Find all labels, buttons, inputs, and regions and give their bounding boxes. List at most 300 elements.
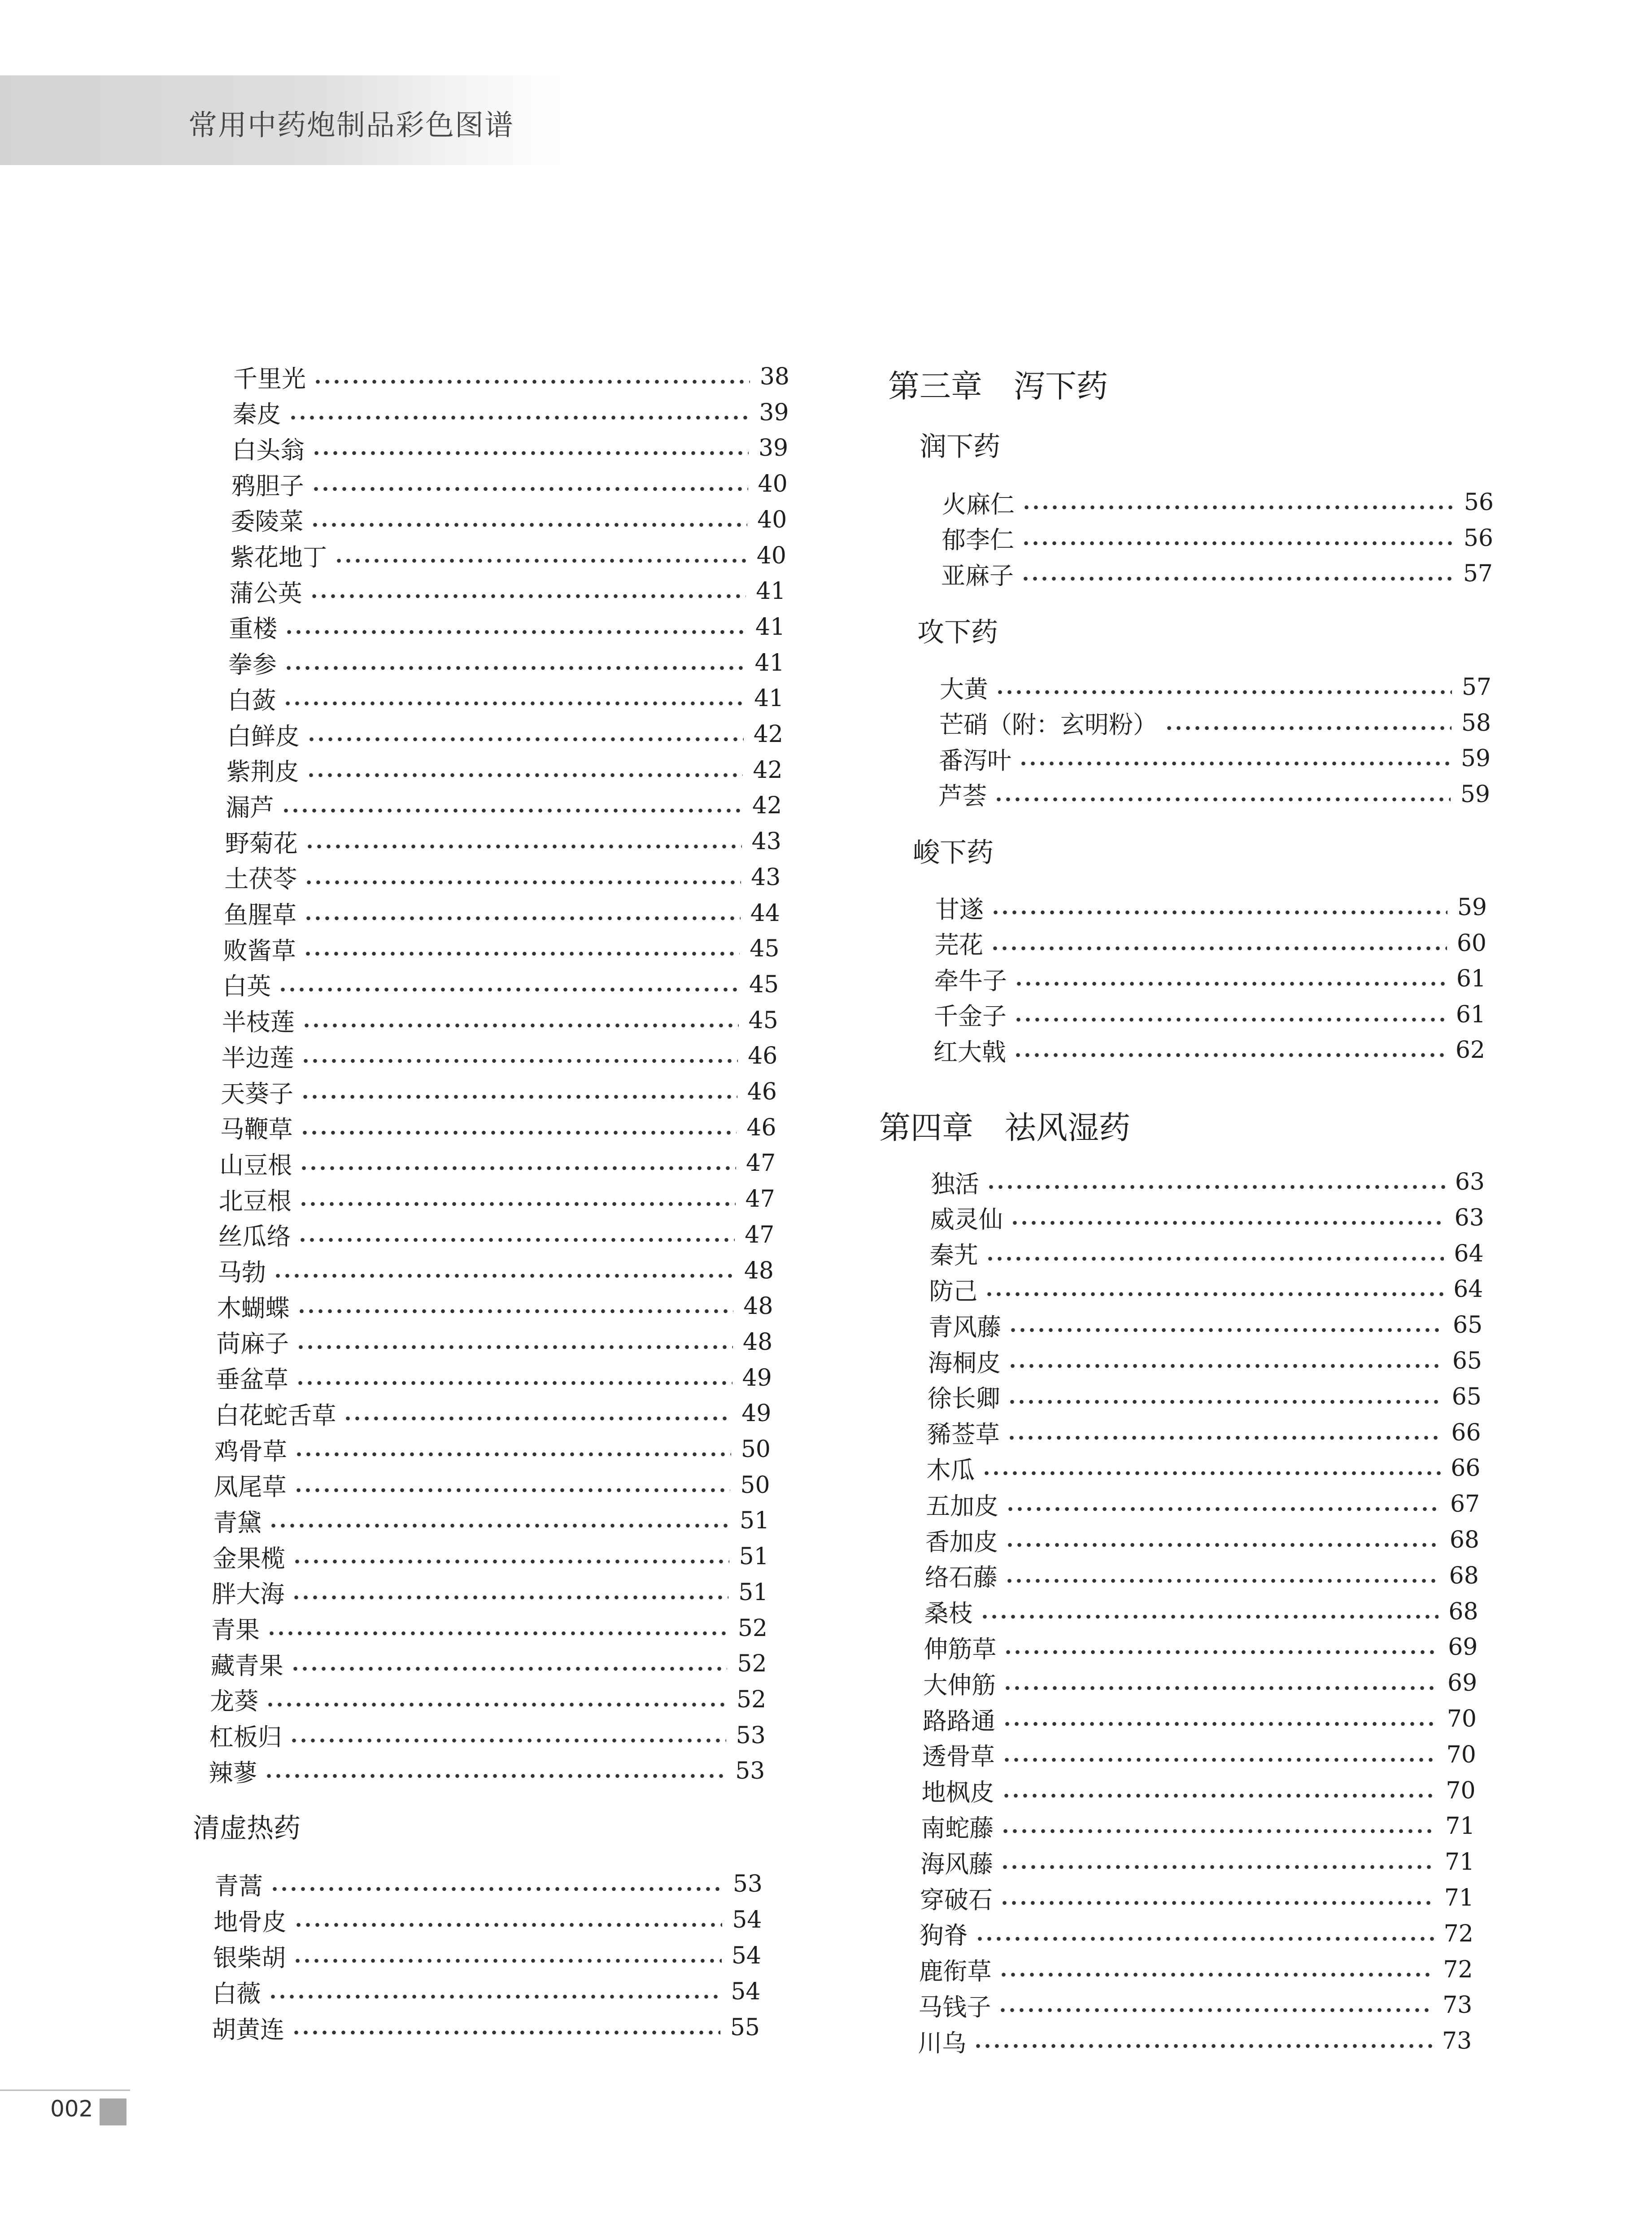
dot-leader <box>1008 1327 1443 1333</box>
dot-leader <box>264 1773 725 1779</box>
dot-leader <box>296 1380 732 1386</box>
toc-entry-name: 芒硝（附：玄明粉） <box>939 711 1157 739</box>
dot-leader <box>1003 1721 1437 1727</box>
toc-entry[interactable] <box>218 1253 774 1289</box>
dot-leader <box>299 1201 736 1207</box>
toc-entry-page: 67 <box>1450 1491 1480 1518</box>
toc-entry[interactable] <box>215 1396 771 1431</box>
toc-entry-name: 亚麻子 <box>941 561 1014 590</box>
toc-entry-name: 海桐皮 <box>928 1348 1001 1377</box>
dot-leader <box>985 1256 1444 1261</box>
toc-entry[interactable] <box>227 716 783 752</box>
dot-leader <box>334 558 747 563</box>
toc-entry-name: 威灵仙 <box>930 1205 1003 1234</box>
toc-entry-name: 狗脊 <box>919 1921 968 1950</box>
dot-leader <box>994 797 1451 802</box>
toc-entry[interactable] <box>921 1808 1475 1844</box>
toc-entry-name: 白头翁 <box>232 436 305 464</box>
dot-leader <box>305 844 742 849</box>
dot-leader <box>1164 725 1451 731</box>
toc-entry-page: 41 <box>756 578 786 605</box>
toc-entry-page: 52 <box>737 1650 767 1678</box>
dot-leader <box>294 1452 731 1457</box>
chapter-heading <box>879 1103 1130 1148</box>
dot-leader <box>1014 981 1447 986</box>
toc-entry-name: 络石藤 <box>924 1563 998 1592</box>
dot-leader <box>284 629 745 635</box>
toc-entry-name: 北豆根 <box>218 1187 292 1215</box>
dot-leader <box>299 1165 736 1171</box>
toc-entry[interactable] <box>925 1522 1479 1558</box>
toc-entry[interactable] <box>224 895 780 931</box>
toc-entry[interactable] <box>214 1467 770 1503</box>
toc-entry[interactable] <box>213 1938 761 1974</box>
dot-leader <box>294 1922 723 1928</box>
toc-entry[interactable] <box>923 1665 1477 1701</box>
dot-leader <box>267 1631 728 1636</box>
toc-entry-page: 41 <box>754 685 784 712</box>
toc-entry[interactable] <box>939 705 1491 741</box>
toc-entry-name: 马钱子 <box>918 1993 991 2021</box>
toc-entry-page: 49 <box>741 1400 772 1427</box>
toc-entry-name: 路路通 <box>923 1706 995 1735</box>
dot-leader <box>311 486 748 492</box>
toc-entry-name: 金果榄 <box>212 1544 285 1573</box>
toc-entry-name: 火麻仁 <box>942 490 1015 519</box>
toc-entry-name: 地枫皮 <box>921 1778 994 1807</box>
toc-entry-name: 千里光 <box>233 364 306 393</box>
dot-leader <box>975 1936 1434 1941</box>
chapter-heading <box>888 361 1108 406</box>
toc-entry-name: 郁李仁 <box>942 526 1014 554</box>
toc-entry-name: 甘遂 <box>935 895 984 924</box>
toc-entry[interactable] <box>941 556 1493 592</box>
toc-entry-page: 54 <box>732 1907 762 1933</box>
toc-entry-name: 半边莲 <box>221 1043 294 1072</box>
toc-entry-page: 42 <box>753 721 783 748</box>
dot-leader <box>273 1273 734 1278</box>
toc-entry[interactable] <box>231 502 787 538</box>
toc-entry[interactable] <box>940 669 1491 705</box>
toc-entry-page: 65 <box>1453 1312 1483 1339</box>
toc-entry-page: 63 <box>1454 1204 1484 1231</box>
toc-entry-name: 紫花地丁 <box>230 543 327 572</box>
toc-entry[interactable] <box>922 1773 1476 1809</box>
toc-entry[interactable] <box>919 1952 1473 1988</box>
toc-entry[interactable] <box>226 788 782 824</box>
toc-entry[interactable] <box>230 538 786 574</box>
toc-entry-name: 红大戟 <box>933 1038 1006 1066</box>
toc-entry[interactable] <box>231 466 788 502</box>
toc-entry[interactable] <box>219 1145 776 1181</box>
toc-entry[interactable] <box>211 1610 767 1646</box>
toc-entry[interactable] <box>230 573 786 609</box>
toc-entry[interactable] <box>216 1324 772 1360</box>
running-header-title: 常用中药炮制品彩色图谱 <box>188 109 514 142</box>
toc-entry-name: 土茯苓 <box>224 865 297 894</box>
toc-entry[interactable] <box>935 925 1486 961</box>
toc-entry-name: 木蝴蝶 <box>217 1294 290 1322</box>
section-heading-qingxure: 清虚热药 <box>193 1813 301 1844</box>
dot-leader <box>995 689 1452 695</box>
toc-entry[interactable] <box>930 1236 1484 1272</box>
dot-leader <box>990 946 1447 951</box>
toc-entry-name: 紫荆皮 <box>226 758 299 786</box>
toc-entry-page: 71 <box>1445 1849 1475 1876</box>
dot-leader <box>312 450 749 456</box>
dot-leader <box>278 987 739 992</box>
toc-entry[interactable] <box>218 1217 774 1253</box>
toc-entry-page: 39 <box>759 399 789 426</box>
toc-entry-page: 65 <box>1452 1348 1482 1374</box>
toc-entry[interactable] <box>210 1682 766 1718</box>
toc-entry-page: 61 <box>1456 965 1486 992</box>
dot-leader <box>1005 1542 1440 1548</box>
dot-leader <box>270 1886 723 1892</box>
dot-leader <box>986 1184 1445 1190</box>
dot-leader <box>1003 1649 1438 1655</box>
toc-entry-page: 39 <box>758 435 789 462</box>
toc-entry[interactable] <box>938 777 1490 812</box>
toc-entry[interactable] <box>924 1594 1478 1630</box>
toc-entry-page: 51 <box>738 1579 768 1606</box>
toc-entry-page: 46 <box>748 1043 778 1070</box>
toc-entry-page: 53 <box>732 1871 763 1898</box>
toc-entry[interactable] <box>224 859 780 895</box>
toc-entry[interactable] <box>213 1539 769 1575</box>
dot-leader <box>1001 1828 1435 1834</box>
toc-entry[interactable] <box>925 1558 1479 1594</box>
toc-entry-name: 苘麻子 <box>216 1330 289 1358</box>
toc-entry-page: 50 <box>741 1436 771 1463</box>
toc-entry-name: 青风藤 <box>928 1313 1002 1341</box>
toc-entry-name: 蒲公英 <box>229 579 302 607</box>
toc-entry-page: 41 <box>754 649 785 676</box>
toc-entry-page: 38 <box>759 363 789 390</box>
toc-entry[interactable] <box>212 2010 760 2046</box>
toc-entry-page: 45 <box>748 1007 778 1034</box>
toc-entry-name: 芫花 <box>935 931 983 959</box>
toc-entry-name: 番泻叶 <box>939 746 1011 775</box>
toc-entry-name: 天葵子 <box>221 1079 293 1108</box>
dot-leader <box>980 1614 1439 1619</box>
dot-leader <box>982 1470 1441 1476</box>
toc-entry-page: 44 <box>750 899 780 927</box>
toc-entry-page: 51 <box>739 1543 769 1571</box>
section-heading: 润下药 <box>920 431 1000 462</box>
toc-entry-page: 71 <box>1444 1885 1474 1911</box>
toc-entry-name: 白鲜皮 <box>227 722 300 750</box>
toc-entry[interactable] <box>214 1866 763 1902</box>
toc-entry[interactable] <box>918 1987 1472 2023</box>
toc-entry-page: 68 <box>1449 1527 1479 1553</box>
toc-entry[interactable] <box>934 997 1486 1033</box>
toc-entry-name: 防己 <box>929 1277 978 1305</box>
dot-leader <box>283 701 744 706</box>
toc-entry[interactable] <box>918 2023 1472 2059</box>
toc-entry-name: 五加皮 <box>926 1492 999 1520</box>
toc-entry[interactable] <box>930 1200 1484 1236</box>
dot-leader <box>281 808 742 813</box>
toc-entry-page: 69 <box>1448 1634 1478 1661</box>
toc-entry-page: 45 <box>749 971 779 998</box>
toc-entry[interactable] <box>920 1916 1473 1952</box>
toc-entry-page: 73 <box>1442 2028 1472 2055</box>
dot-leader <box>973 2043 1432 2049</box>
toc-entry[interactable] <box>209 1753 765 1789</box>
toc-entry-name: 南蛇藤 <box>921 1814 994 1842</box>
dot-leader <box>266 1702 727 1707</box>
dot-leader <box>1002 1757 1437 1763</box>
toc-entry-page: 43 <box>751 828 781 855</box>
toc-entry-name: 青黛 <box>213 1508 262 1537</box>
toc-entry[interactable] <box>222 1003 778 1038</box>
toc-entry[interactable] <box>939 741 1491 777</box>
toc-entry-name: 拳参 <box>228 650 277 679</box>
toc-entry-name: 木瓜 <box>926 1456 975 1484</box>
dot-leader <box>268 1994 721 1999</box>
section-heading: 攻下药 <box>917 617 998 648</box>
toc-entry-page: 68 <box>1448 1598 1478 1625</box>
toc-entry-name: 山豆根 <box>219 1151 292 1179</box>
toc-entry[interactable] <box>219 1181 775 1217</box>
toc-entry-name: 伸筋草 <box>924 1635 997 1663</box>
toc-entry-name: 青蒿 <box>214 1872 263 1900</box>
toc-entry-name: 马鞭草 <box>220 1115 293 1144</box>
toc-entry-page: 42 <box>753 756 783 784</box>
toc-entry[interactable] <box>920 1844 1474 1880</box>
dot-leader <box>301 1094 737 1099</box>
toc-entry[interactable] <box>221 1038 777 1074</box>
dot-leader <box>1005 1578 1439 1584</box>
toc-entry[interactable] <box>928 1307 1482 1343</box>
toc-entry[interactable] <box>209 1718 766 1754</box>
toc-entry-name: 杠板归 <box>209 1723 282 1752</box>
toc-entry[interactable] <box>232 430 788 466</box>
toc-entry[interactable] <box>933 1032 1485 1068</box>
toc-entry[interactable] <box>216 1360 772 1396</box>
toc-entry-name: 垂盆草 <box>215 1366 288 1394</box>
dot-leader <box>310 522 747 528</box>
toc-entry-page: 73 <box>1443 1992 1473 2019</box>
toc-entry-name: 鹿衔草 <box>919 1957 992 1986</box>
toc-entry[interactable] <box>225 824 781 859</box>
toc-entry-page: 56 <box>1463 524 1493 552</box>
toc-entry-name: 白英 <box>222 972 271 1001</box>
toc-entry[interactable] <box>928 1379 1482 1415</box>
toc-entry-name: 鸦胆子 <box>231 471 304 500</box>
chapter-label: 第四章 <box>879 1109 973 1146</box>
chapter-title: 泻下药 <box>1014 368 1108 405</box>
toc-entry-name: 透骨草 <box>922 1742 995 1771</box>
toc-entry[interactable] <box>213 1503 769 1539</box>
toc-entry[interactable] <box>942 484 1494 520</box>
page-number: 002 <box>50 2096 93 2122</box>
page-footer <box>0 2090 135 2130</box>
dot-leader <box>313 379 750 384</box>
toc-entry-page: 40 <box>757 506 787 533</box>
dot-leader <box>998 2007 1433 2013</box>
chapter-title: 祛风湿药 <box>1005 1109 1130 1146</box>
toc-entry[interactable] <box>233 359 789 395</box>
toc-entry-name: 鱼腥草 <box>224 901 296 929</box>
dot-leader <box>999 1972 1434 1977</box>
dot-leader <box>1021 541 1454 546</box>
toc-entry-name: 败酱草 <box>223 936 296 965</box>
dot-leader <box>1000 1864 1435 1870</box>
toc-entry-page: 47 <box>746 1150 776 1177</box>
toc-entry-page: 49 <box>742 1364 772 1392</box>
toc-entry[interactable] <box>927 1415 1481 1451</box>
dot-leader <box>289 1738 726 1743</box>
toc-entry[interactable] <box>227 752 783 788</box>
toc-entry-name: 凤尾草 <box>214 1473 287 1501</box>
toc-entry-page: 53 <box>735 1758 765 1785</box>
toc-entry[interactable] <box>221 1074 777 1110</box>
toc-entry[interactable] <box>926 1486 1480 1522</box>
toc-entry[interactable] <box>934 961 1486 997</box>
toc-entry[interactable] <box>922 1737 1476 1773</box>
dot-leader <box>1007 1435 1442 1440</box>
toc-entry[interactable] <box>926 1450 1480 1486</box>
toc-entry-name: 香加皮 <box>925 1527 998 1556</box>
toc-entry[interactable] <box>929 1271 1483 1307</box>
toc-entry[interactable] <box>213 1974 761 2010</box>
toc-entry[interactable] <box>924 1629 1478 1665</box>
toc-entry[interactable] <box>233 395 789 431</box>
dot-leader <box>291 1666 728 1671</box>
dot-leader <box>300 1130 737 1135</box>
dot-leader <box>294 1488 731 1493</box>
toc-entry-name: 独活 <box>931 1169 979 1198</box>
toc-entry-name: 委陵菜 <box>231 507 304 536</box>
toc-entry[interactable] <box>923 1701 1477 1737</box>
toc-entry-page: 66 <box>1451 1419 1481 1446</box>
toc-entry[interactable] <box>928 1343 1482 1379</box>
toc-entry-page: 72 <box>1443 1956 1473 1983</box>
dot-leader <box>1014 1017 1446 1022</box>
dot-leader <box>1002 1793 1436 1798</box>
dot-leader <box>284 665 745 671</box>
toc-entry[interactable] <box>920 1880 1474 1916</box>
toc-entry-name: 野菊花 <box>225 829 298 858</box>
toc-entry-name: 桑枝 <box>924 1599 973 1628</box>
toc-entry[interactable] <box>222 967 779 1003</box>
toc-entry-page: 52 <box>737 1614 767 1642</box>
toc-entry-page: 72 <box>1443 1920 1473 1947</box>
toc-entry-name: 胡黄连 <box>212 2015 284 2044</box>
toc-entry-name: 秦艽 <box>929 1241 978 1270</box>
dot-leader <box>298 1237 735 1243</box>
toc-entry-name: 徐长卿 <box>927 1384 1000 1413</box>
toc-entry-name: 川乌 <box>918 2029 967 2057</box>
toc-entry-page: 48 <box>744 1257 774 1284</box>
toc-entry-page: 40 <box>758 471 788 498</box>
toc-entry[interactable] <box>214 1431 771 1467</box>
dot-leader <box>1010 1220 1445 1226</box>
toc-entry-name: 半枝莲 <box>222 1008 295 1037</box>
toc-entry-name: 白蔹 <box>227 686 276 715</box>
toc-entry-page: 58 <box>1461 709 1491 737</box>
toc-entry-name: 秦皮 <box>232 400 281 429</box>
toc-entry-page: 52 <box>737 1686 767 1713</box>
toc-entry[interactable] <box>212 1575 768 1610</box>
dot-leader <box>296 1344 733 1350</box>
dot-leader <box>343 1416 732 1421</box>
toc-entry-name: 银柴胡 <box>213 1943 286 1972</box>
toc-entry-page: 47 <box>745 1221 775 1248</box>
toc-entry-page: 63 <box>1455 1169 1485 1195</box>
dot-leader <box>303 951 740 956</box>
toc-entry-name: 大伸筋 <box>923 1671 996 1699</box>
toc-entry-name: 青果 <box>211 1616 260 1644</box>
dot-leader <box>309 593 746 599</box>
chapter-label: 第三章 <box>888 368 982 405</box>
toc-entry-name: 豨莶草 <box>927 1420 1000 1449</box>
toc-entry-page: 55 <box>730 2014 760 2041</box>
footer-rule <box>0 2090 130 2091</box>
dot-leader <box>302 1023 739 1028</box>
toc-entry[interactable] <box>228 645 785 681</box>
toc-entry[interactable] <box>942 520 1493 556</box>
toc-entry[interactable] <box>935 890 1487 925</box>
toc-entry-page: 60 <box>1456 929 1486 957</box>
toc-entry-page: 59 <box>1457 894 1487 921</box>
section-heading: 峻下药 <box>913 837 994 868</box>
toc-entry-page: 42 <box>752 792 782 820</box>
toc-entry-page: 51 <box>740 1507 770 1535</box>
dot-leader <box>307 737 744 742</box>
toc-entry[interactable] <box>217 1288 773 1324</box>
toc-entry-page: 57 <box>1463 560 1493 587</box>
toc-entry-name: 白薇 <box>212 1979 261 2008</box>
toc-entry-page: 43 <box>751 864 781 891</box>
toc-entry-page: 62 <box>1455 1037 1485 1064</box>
toc-entry-page: 53 <box>736 1722 766 1749</box>
dot-leader <box>306 772 743 778</box>
dot-leader <box>1021 576 1453 581</box>
toc-entry-name: 重楼 <box>229 615 278 643</box>
toc-entry-page: 56 <box>1464 489 1494 516</box>
toc-entry-name: 漏芦 <box>226 793 275 822</box>
toc-entry-name: 穿破石 <box>920 1885 993 1914</box>
toc-entry[interactable] <box>931 1164 1485 1200</box>
dot-leader <box>1013 1052 1446 1058</box>
toc-entry-page: 68 <box>1449 1562 1479 1589</box>
dot-leader <box>1000 1900 1434 1906</box>
toc-entry[interactable] <box>229 609 785 645</box>
toc-entry-name: 辣蓼 <box>209 1758 257 1787</box>
dot-leader <box>304 880 741 885</box>
toc-entry-page: 69 <box>1447 1670 1478 1697</box>
toc-entry[interactable] <box>211 1646 767 1682</box>
dot-leader <box>1007 1399 1442 1405</box>
toc-entry-page: 54 <box>731 1978 761 2005</box>
dot-leader <box>292 1559 729 1564</box>
toc-entry-name: 牵牛子 <box>934 966 1007 995</box>
toc-entry-page: 57 <box>1461 674 1491 701</box>
toc-entry-name: 地骨皮 <box>214 1907 287 1936</box>
page-number-marker <box>100 2098 126 2125</box>
toc-entry-name: 丝瓜络 <box>218 1222 291 1251</box>
toc-entry-page: 50 <box>740 1471 770 1499</box>
toc-entry[interactable] <box>227 681 784 716</box>
toc-entry[interactable] <box>223 931 780 967</box>
toc-entry[interactable] <box>220 1110 776 1146</box>
toc-entry-name: 胖大海 <box>212 1580 285 1609</box>
dot-leader <box>292 2030 720 2035</box>
toc-entry[interactable] <box>214 1902 762 1938</box>
